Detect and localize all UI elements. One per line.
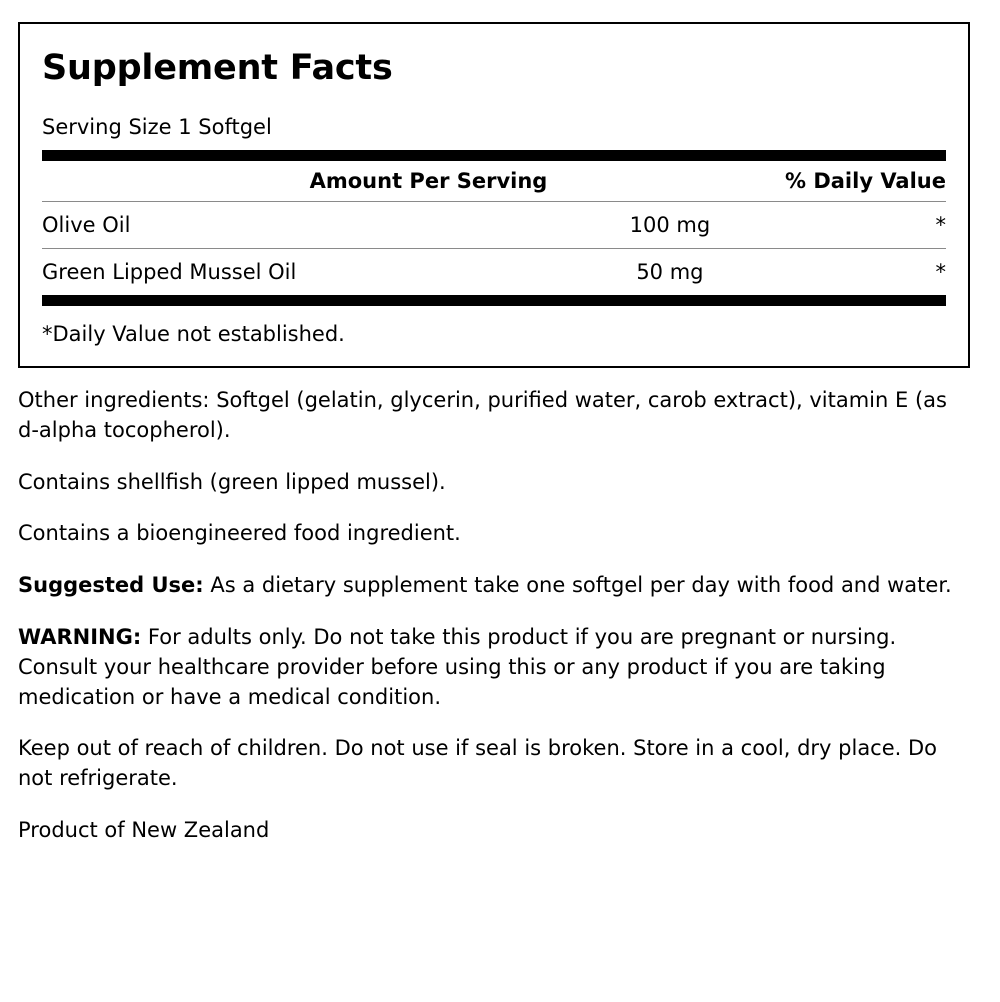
table-row	[42, 249, 946, 295]
divider-thick-top	[42, 150, 946, 161]
warning-paragraph	[18, 623, 970, 712]
nutrient-name: Green Lipped Mussel Oil	[42, 259, 297, 284]
storage-instructions-text: Keep out of reach of children. Do not use if seal is broken. Store in a cool, dry place. Do not refrigerate.	[18, 736, 938, 791]
nutrient-amount: 100 mg	[629, 212, 711, 237]
supplement-facts-title: Supplement Facts	[42, 48, 393, 88]
header-amount-per-serving: Amount Per Serving	[309, 168, 548, 193]
nutrient-daily-value: *	[935, 259, 946, 284]
suggested-use-paragraph	[18, 571, 970, 601]
supplement-facts-panel	[18, 22, 970, 368]
suggested-use-text: As a dietary supplement take one softgel per day with food and water.	[203, 573, 952, 598]
facts-table-header	[42, 161, 946, 201]
warning-label: WARNING:	[18, 625, 142, 649]
label-body-copy	[18, 368, 970, 846]
table-row	[42, 202, 946, 248]
contains-shellfish-text: Contains shellfish (green lipped mussel).	[18, 469, 446, 494]
other-ingredients-text: Other ingredients: Softgel (gelatin, glycerin, purified water, carob extract), vitamin E (as d-alpha tocopherol).	[18, 387, 947, 442]
daily-value-footnote: *Daily Value not established.	[42, 321, 345, 346]
contains-bioengineered-text: Contains a bioengineered food ingredient.	[18, 521, 461, 546]
nutrient-amount: 50 mg	[636, 259, 704, 284]
suggested-use-label: Suggested Use:	[18, 573, 204, 598]
nutrient-name: Olive Oil	[42, 212, 131, 237]
nutrient-daily-value: *	[935, 212, 946, 237]
serving-size-text: Serving Size 1 Softgel	[42, 114, 272, 139]
header-daily-value: % Daily Value	[784, 168, 946, 193]
warning-text: For adults only. Do not take this product if you are pregnant or nursing. Consult your healthcare provider before using this or any product if you are taking medication or have a medical condition.	[18, 625, 897, 709]
product-origin-text: Product of New Zealand	[18, 818, 270, 843]
divider-thick-bottom	[42, 295, 946, 306]
